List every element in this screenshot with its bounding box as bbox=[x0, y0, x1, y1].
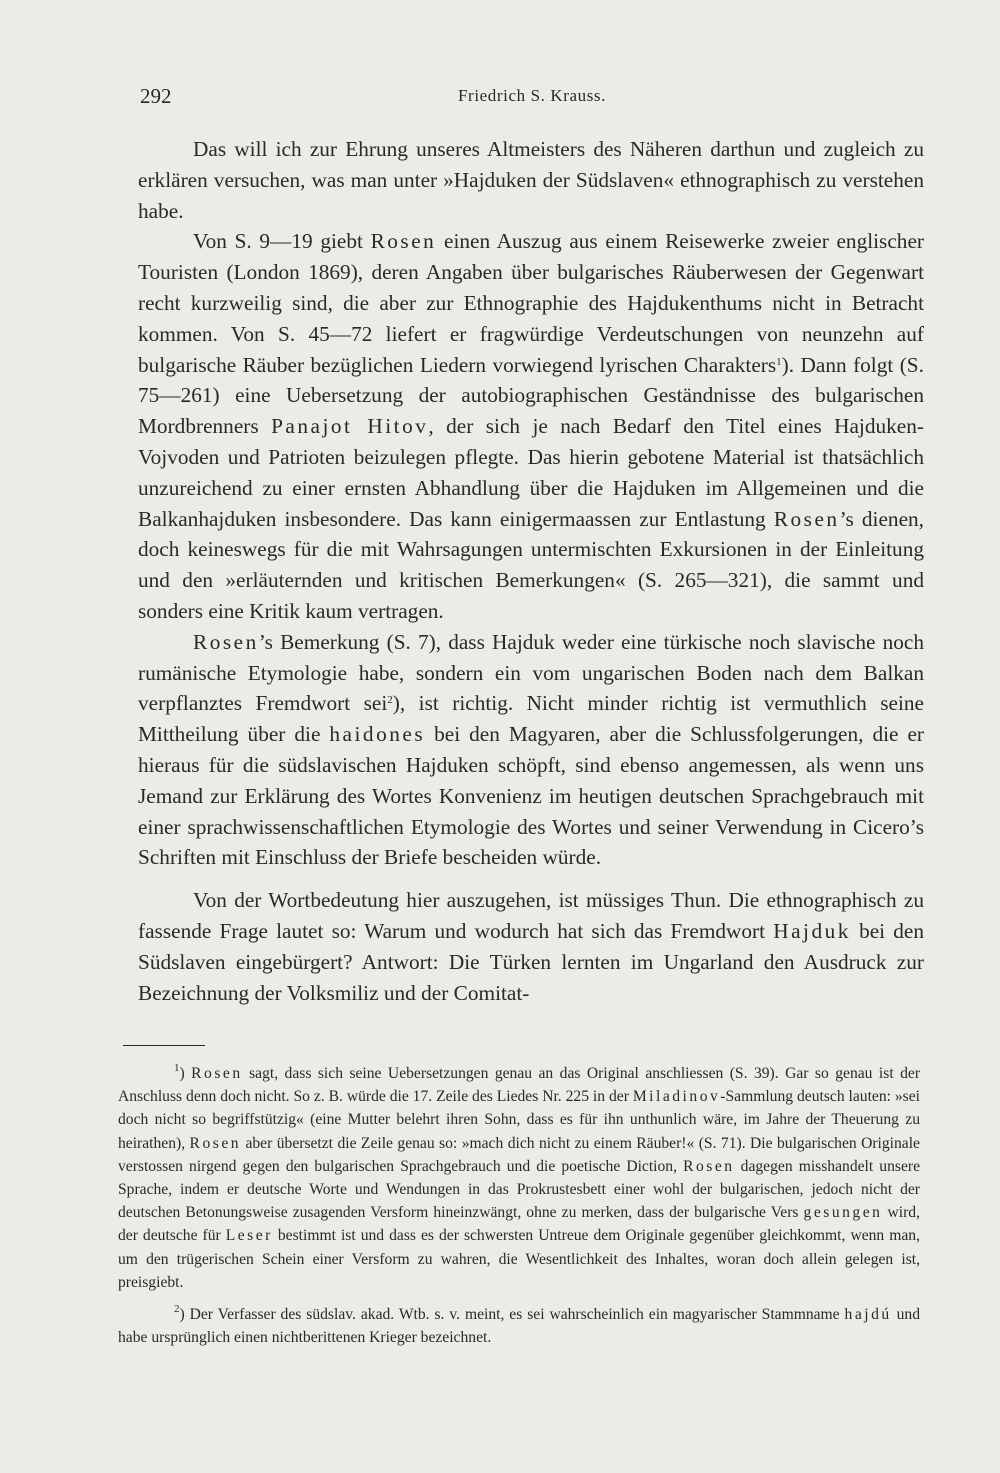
text-run: -Sammlung deutsch lauten: »sei doch nicht so begriffstützig« (eine Mutter belehrt ihren Sohn, dass es für ihn unthunlich wäre, im Jahre der Theuerung zu heirathen), bbox=[118, 1088, 921, 1152]
spaced-name: Rosen bbox=[370, 229, 437, 254]
text-run: wird, der deutsche für bbox=[118, 1204, 920, 1245]
text-run: ) bbox=[179, 1065, 192, 1082]
footnote-ref-2: 2 bbox=[387, 694, 393, 707]
footnotes bbox=[118, 1062, 920, 1349]
text-run: dagegen misshandelt unsere Sprache, indem er deutsche Worte und Wendungen in das Prokrustesbett einer wohl der bulgarischen, jedoch nicht der deutschen Betonungsweise zusagenden Versform hineinzwängt, ohne zu merken, dass der bulgarische Vers bbox=[118, 1157, 920, 1222]
text-run: ’s dienen, doch keineswegs für die mit Wahrsagungen untermischten Exkursionen in der Einleitung und den »erläuternden und kritischen Bemerkungen« (S. 265—321), die sammt und sonders eine Kritik kaum vertragen. bbox=[138, 506, 924, 623]
spaced-name: Rosen bbox=[683, 1157, 735, 1175]
text-run: sagt, dass sich seine Uebersetzungen genau an das Original anschliessen (S. 39). Gar so genau ist der Anschluss denn doch nicht. So z. B. würde die 17. Zeile des Liedes Nr. 225 in der bbox=[118, 1065, 921, 1106]
footnote-1 bbox=[118, 1062, 920, 1294]
text-run: Von der Wortbedeutung hier auszugehen, ist müssiges Thun. Die ethnographisch zu fassende Frage lautet so: Warum und wodurch hat sich das Fremdwort bbox=[138, 888, 924, 943]
text-run: , der sich je nach Bedarf den Titel eines Hajduken-Vojvoden und Patrioten beizulegen pflegte. Das hierin gebotene Material ist thatsächlich unzureichend zu einer ernsten Abhandlung über die Hajduken im Allgemeinen und die Balkanhajduken insbesondere. Das kann einigermaassen zur Entlastung bbox=[138, 414, 924, 531]
spaced-term: haidones bbox=[329, 722, 426, 747]
spaced-term: Hajduk bbox=[773, 918, 851, 943]
paragraph-3 bbox=[138, 627, 924, 873]
text-run: Von S. 9—19 giebt bbox=[193, 229, 371, 254]
spaced-term: Leser bbox=[225, 1227, 273, 1245]
text-run: aber übersetzt die Zeile genau so: »mach dich nicht zu einem Räuber!« (S. 71). Die bulgarischen Originale verstossen nirgend gegen den bulgarischen Sprachgebrauch und die poetische Diction, bbox=[118, 1134, 920, 1175]
footnote-2 bbox=[118, 1303, 920, 1349]
paragraph-4 bbox=[138, 885, 924, 1008]
main-text bbox=[138, 134, 924, 1008]
running-head: Friedrich S. Krauss. bbox=[458, 86, 606, 105]
footnote-ref-1: 1 bbox=[776, 355, 782, 368]
text-run: bestimmt ist und dass es der schwersten Untreue dem Originale gegenüber gleichkommt, wenn man, um den trügerischen Schein einer Versform zu wahren, die Wesentlichkeit des Inhaltes, woran doch allein gelegen ist, preisgiebt. bbox=[118, 1227, 920, 1291]
text-run: und habe ursprünglich einen nichtberittenen Krieger bezeichnet. bbox=[118, 1306, 920, 1347]
footnote-separator bbox=[123, 1045, 205, 1046]
spaced-name: Rosen bbox=[773, 506, 840, 531]
footnote-mark-1: 1 bbox=[174, 1062, 180, 1074]
text-run: ). Dann folgt (S. 75—261) eine Uebersetzung der autobiographischen Geständnisse des bulgarischen Mordbrenners bbox=[138, 352, 924, 439]
paragraph-1: Das will ich zur Ehrung unseres Altmeisters des Näheren darthun und zugleich zu erklären versuchen, was man unter »Hajduken der Südslaven« ethnographisch zu verstehen habe. bbox=[138, 137, 924, 223]
spaced-name: Panajot Hitov bbox=[271, 414, 429, 439]
page-header bbox=[140, 84, 924, 114]
text-run: einen Auszug aus einem Reisewerke zweier englischer Touristen (London 1869), deren Angaben über bulgarisches Räuberwesen der Gegenwart recht kurzweilig sind, die aber zur Ethnographie des Hajdukenthums nicht in Betracht kommen. Von S. 45—72 liefert er fragwürdige Verdeutschungen von neunzehn auf bulgarische Räuber bezüglichen Liedern vorwiegend lyrischen Charakters bbox=[138, 229, 924, 377]
text-run: bei den Südslaven eingebürgert? Antwort: Die Türken lernten im Ungarland den Ausdruck zur Bezeichnung der Volksmiliz und der Comitat- bbox=[138, 918, 924, 1005]
paragraph-2 bbox=[138, 226, 924, 626]
spaced-name: Miladinov bbox=[632, 1088, 721, 1106]
spaced-name: Rosen bbox=[189, 1134, 242, 1152]
footnote-mark-2: 2 bbox=[174, 1303, 180, 1316]
text-run: ’s Bemerkung (S. 7), dass Hajduk weder eine türkische noch slavische noch rumänische Etymologie habe, sondern ein vom ungarischen Boden nach dem Balkan verpflanztes Fremdwort sei bbox=[138, 629, 924, 716]
spaced-name: Rosen bbox=[191, 1065, 243, 1082]
page-number: 292 bbox=[140, 84, 172, 108]
text-run: bei den Magyaren, aber die Schlussfolgerungen, die er hieraus für die südslavischen Hajduken schöpft, sind ebenso angemessen, als wenn uns Jemand zur Erklärung des Wortes Konvenienz im heutigen deutschen Sprachgebrauch mit einer sprachwissenschaftlichen Etymologie des Wortes und seiner Verwendung in Cicero’s Schriften mit Einschluss der Briefe bescheiden würde. bbox=[138, 722, 924, 870]
spaced-term: hajdú bbox=[844, 1306, 892, 1324]
text-run: ), ist richtig. Nicht minder richtig ist vermuthlich seine Mittheilung über die bbox=[138, 691, 924, 747]
text-run: ) Der Verfasser des südslav. akad. Wtb. s. v. meint, es sei wahrscheinlich ein magyarischer Stammname bbox=[179, 1306, 845, 1324]
spaced-name: Rosen bbox=[193, 629, 259, 654]
spaced-term: gesungen bbox=[803, 1204, 883, 1222]
